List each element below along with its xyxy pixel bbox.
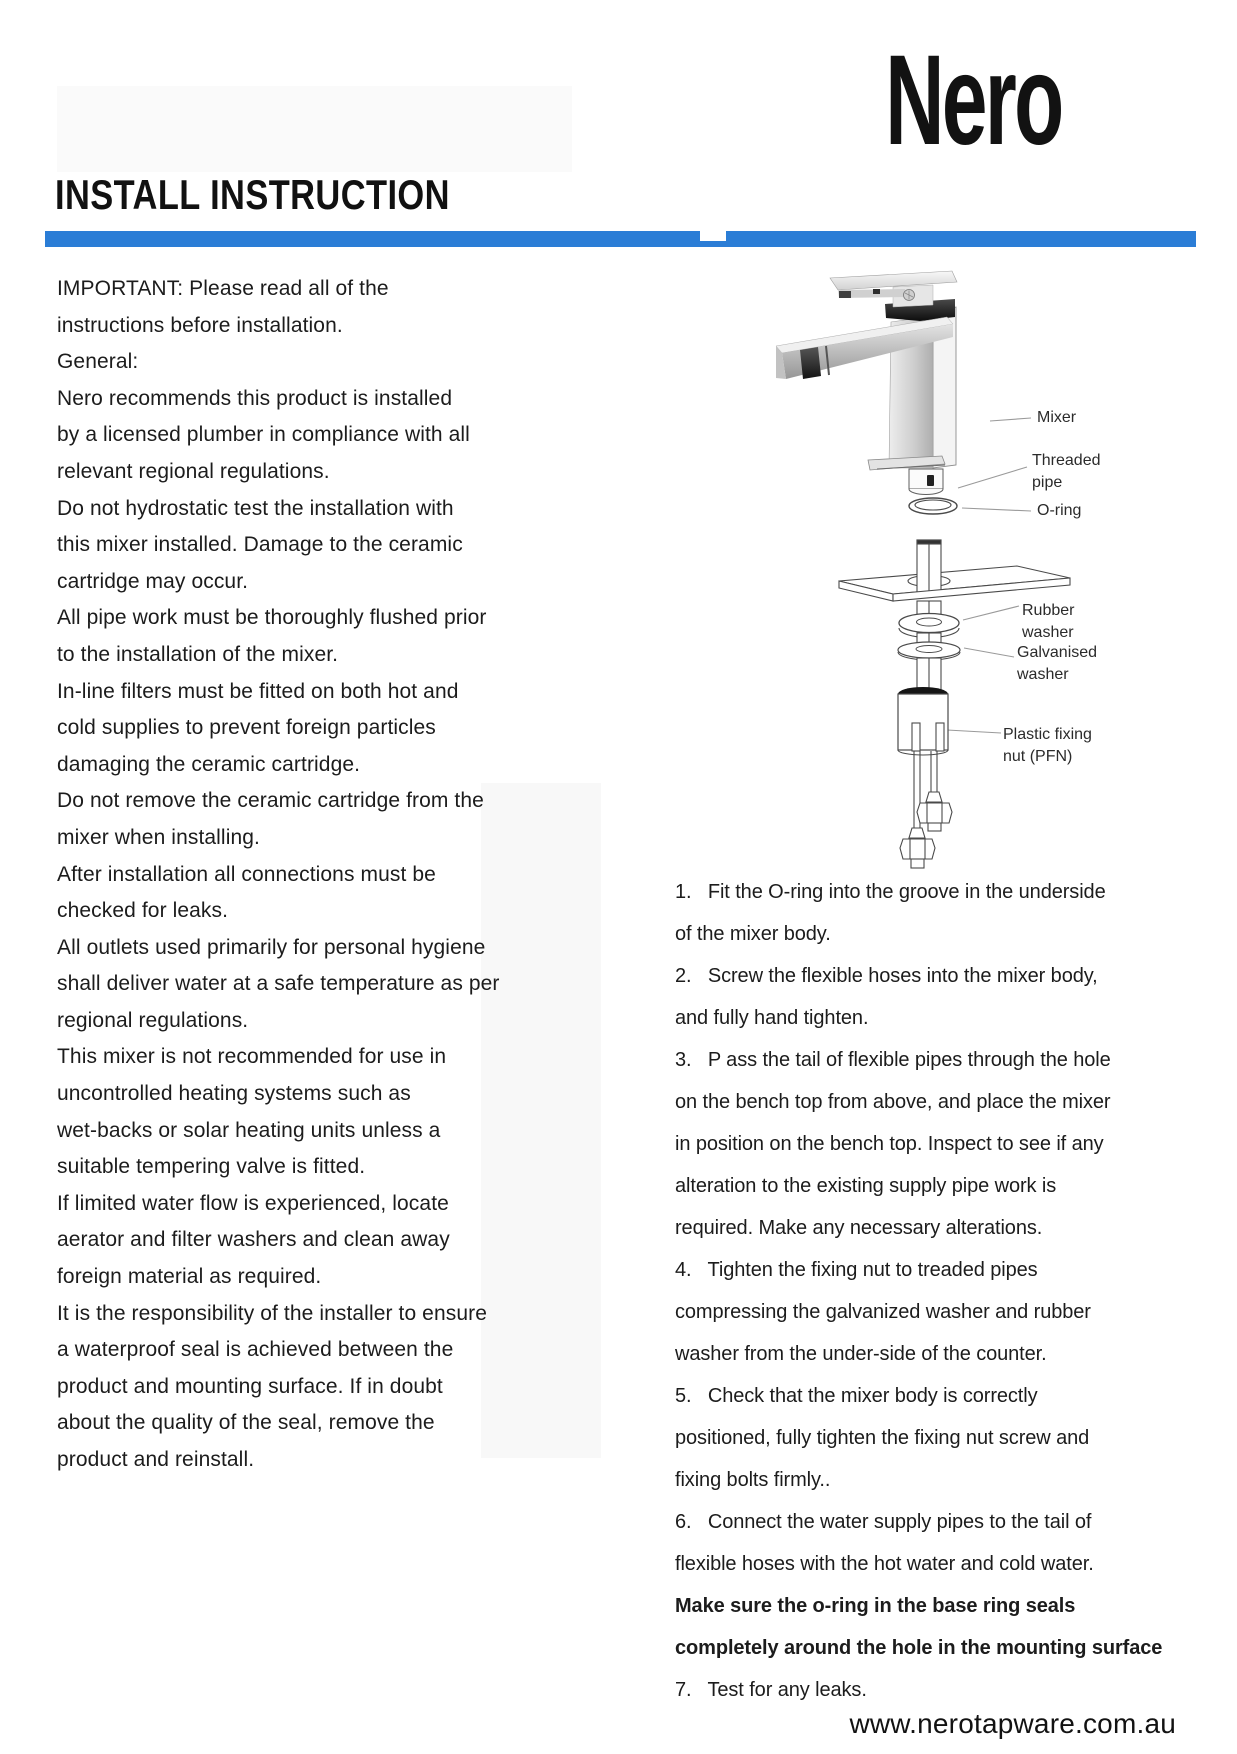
installation-steps: [675, 871, 1195, 1711]
intro-line: regional regulations.: [57, 1008, 249, 1032]
intro-line: It is the responsibility of the installer to ensure: [57, 1301, 487, 1325]
hex-nut-lower: [900, 839, 935, 859]
intro-line: Do not remove the ceramic cartridge from the: [57, 789, 484, 813]
hex-nut-upper: [917, 803, 952, 823]
intro-line: checked for leaks.: [57, 899, 229, 923]
part-label-line: pipe: [1032, 474, 1063, 491]
threaded-pipe-part: [909, 469, 943, 495]
step-line: of the mixer body.: [675, 923, 831, 945]
step-line: 4. Tighten the fixing nut to treaded pipes: [675, 1259, 1038, 1281]
intro-line: This mixer is not recommended for use in: [57, 1045, 447, 1069]
part-label-threaded-pipe: [1032, 450, 1101, 494]
part-label-line: Galvanised: [1017, 644, 1098, 661]
step-line: flexible hoses with the hot water and cold water.: [675, 1553, 1094, 1575]
part-label-line: Mixer: [1037, 409, 1077, 426]
intro-line: General:: [57, 350, 139, 374]
step-line: alteration to the existing supply pipe work is: [675, 1175, 1057, 1197]
intro-line: this mixer installed. Damage to the ceramic: [57, 533, 463, 557]
step-line: 1. Fit the O-ring into the groove in the underside: [675, 881, 1106, 903]
tail-pipe-lower: [917, 658, 941, 692]
intro-line: uncontrolled heating systems such as: [57, 1082, 411, 1106]
step-line: in position on the bench top. Inspect to see if any: [675, 1133, 1104, 1155]
intro-line: about the quality of the seal, remove the: [57, 1411, 435, 1435]
general-notes: [57, 271, 537, 1479]
intro-line: a waterproof seal is achieved between the: [57, 1338, 454, 1362]
step-line: 5. Check that the mixer body is correctly: [675, 1385, 1038, 1407]
o-ring-part: [909, 498, 957, 514]
step-line: fixing bolts firmly..: [675, 1469, 831, 1491]
divider-notch: [700, 231, 726, 241]
intro-line: mixer when installing.: [57, 825, 260, 849]
intro-line: foreign material as required.: [57, 1265, 322, 1289]
galvanised-washer-part: [898, 642, 960, 660]
step-line: 3. P ass the tail of flexible pipes through the hole: [675, 1049, 1111, 1071]
intro-line: All pipe work must be thoroughly flushed prior: [57, 606, 487, 630]
step-line: 2. Screw the flexible hoses into the mixer body,: [675, 965, 1098, 987]
intro-line: All outlets used primarily for personal hygiene: [57, 935, 486, 959]
step-line: compressing the galvanized washer and rubber: [675, 1301, 1091, 1323]
step-line: Make sure the o-ring in the base ring seals: [675, 1595, 1076, 1617]
flexible-hoses: [900, 751, 952, 868]
website-url: www.nerotapware.com.au: [849, 1708, 1176, 1739]
step-line: required. Make any necessary alterations.: [675, 1217, 1043, 1239]
mixer-tap: [776, 271, 957, 470]
intro-line: suitable tempering valve is fitted.: [57, 1155, 366, 1179]
intro-line: wet-backs or solar heating units unless a: [57, 1118, 441, 1142]
scan-shade-top: [57, 86, 572, 172]
page-title: INSTALL INSTRUCTION: [55, 171, 450, 218]
nero-logo: Nero: [885, 29, 1062, 172]
part-label-line: nut (PFN): [1003, 748, 1073, 765]
part-label-o-ring: [1037, 500, 1081, 522]
part-label-mixer: [1037, 407, 1076, 429]
fixing-nut-part: [898, 687, 948, 755]
intro-line: damaging the ceramic cartridge.: [57, 752, 361, 776]
intro-line: cartridge may occur.: [57, 569, 249, 593]
step-line: washer from the under-side of the counter.: [675, 1343, 1047, 1365]
tail-pipe-upper: [917, 540, 941, 592]
intro-line: to the installation of the mixer.: [57, 642, 339, 666]
mixer-illustration: [590, 245, 1110, 885]
step-line: and fully hand tighten.: [675, 1007, 869, 1029]
mixer-exploded-diagram: [590, 245, 1110, 885]
intro-line: shall deliver water at a safe temperature as per: [57, 972, 500, 996]
intro-line: IMPORTANT: Please read all of the: [57, 277, 389, 300]
intro-line: cold supplies to prevent foreign particles: [57, 716, 436, 740]
part-label-rubber-washer: [1022, 600, 1074, 644]
intro-line: Nero recommends this product is installed: [57, 386, 453, 410]
intro-line: relevant regional regulations.: [57, 459, 330, 483]
step-line: positioned, fully tighten the fixing nut screw and: [675, 1427, 1090, 1449]
intro-line: Do not hydrostatic test the installation with: [57, 496, 454, 520]
step-line: on the bench top from above, and place the mixer: [675, 1091, 1111, 1113]
part-label-galvanised-washer: [1017, 642, 1097, 686]
part-label-line: Rubber: [1022, 602, 1075, 619]
part-label-line: washer: [1017, 666, 1069, 683]
step-line: 6. Connect the water supply pipes to the tail of: [675, 1511, 1092, 1533]
step-line: 7. Test for any leaks.: [675, 1679, 867, 1701]
intro-line: aerator and filter washers and clean away: [57, 1228, 450, 1252]
part-label-line: Threaded: [1032, 452, 1101, 469]
step-line: completely around the hole in the mounting surface: [675, 1637, 1163, 1659]
intro-line: If limited water flow is experienced, locate: [57, 1191, 449, 1215]
part-label-line: O-ring: [1037, 502, 1082, 519]
intro-line: by a licensed plumber in compliance with all: [57, 423, 470, 447]
intro-line: product and reinstall.: [57, 1448, 255, 1471]
intro-line: After installation all connections must be: [57, 862, 436, 886]
intro-line: product and mounting surface. If in doubt: [57, 1374, 443, 1398]
part-label-line: washer: [1022, 624, 1074, 641]
part-label-plastic-fixing-nut: [1003, 724, 1092, 768]
part-label-line: Plastic fixing: [1003, 726, 1092, 743]
intro-line: instructions before installation.: [57, 313, 343, 337]
intro-line: In-line filters must be fitted on both hot and: [57, 679, 459, 703]
